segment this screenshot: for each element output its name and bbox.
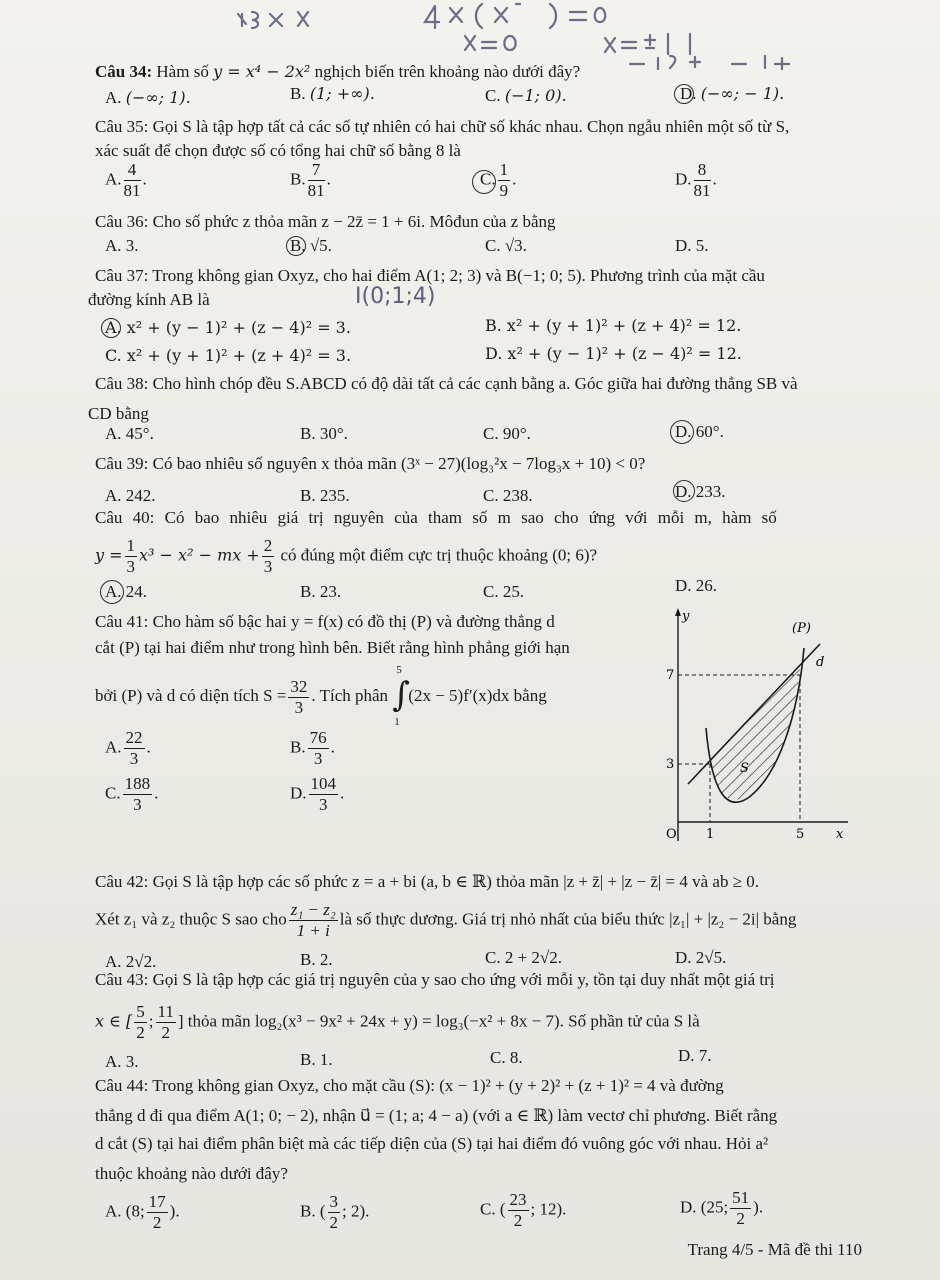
option-label: A.	[105, 169, 122, 189]
graph-p-label: (P)	[792, 621, 811, 636]
q38-line1: Câu 38: Cho hình chóp đều S.ABCD có độ dài tất cả các cạnh bằng a. Góc giữa hai đường thẳng SB và	[95, 374, 798, 393]
q38-line2: CD bằng	[88, 404, 149, 423]
expression: x³ − x² − mx +	[139, 545, 260, 565]
q35-line1: Câu 35: Gọi S là tập hợp tất cả các số tự nhiên có hai chữ số khác nhau. Chọn ngẫu nhiên một số từ S,	[95, 117, 790, 136]
denominator: 2	[329, 1213, 339, 1232]
numerator: 1	[126, 536, 136, 555]
tick-y7: 7	[666, 668, 675, 683]
denominator: 81	[693, 181, 711, 200]
denominator: 3	[263, 557, 273, 576]
q35-option-d[interactable]: D. $\frac{8}{81}$ .	[675, 160, 717, 200]
q34-expr: y = x⁴ − 2x²	[213, 62, 311, 81]
q41-line1: Câu 41: Cho hàm số bậc hai y = f(x) có đồ thị (P) và đường thẳng d	[95, 612, 555, 631]
option-label: A.	[105, 1201, 122, 1221]
q37-line2: đường kính AB là	[88, 290, 210, 309]
q42-text: Xét z₁ và z₂ thuộc S sao cho	[95, 909, 287, 929]
q36-option-c[interactable]: C. √3.	[485, 236, 527, 255]
numerator: 5	[136, 1002, 145, 1021]
q41-option-c[interactable]: C. $\frac{188}{3}$ .	[105, 774, 159, 814]
q41-text: bởi (P) và d có diện tích S =	[95, 685, 287, 705]
q39-option-a[interactable]: A. 242.	[105, 486, 156, 505]
denominator: 2	[161, 1023, 170, 1042]
q41-option-d[interactable]: D. $\frac{104}{3}$ .	[290, 774, 345, 814]
option-label: D.	[680, 84, 697, 103]
numerator: 11	[157, 1002, 174, 1021]
q37-line1: Câu 37: Trong không gian Oxyz, cho hai điểm A(1; 2; 3) và B(−1; 0; 5). Phương trình của mặt cầu	[95, 266, 765, 285]
integral-sign	[392, 664, 411, 728]
q34-option-b[interactable]	[290, 84, 375, 104]
q42-option-c[interactable]: C. 2 + 2√2.	[485, 948, 563, 967]
q43-line2	[95, 1002, 700, 1043]
q43-option-c[interactable]: C. 8.	[490, 1048, 523, 1067]
q44-option-d[interactable]	[680, 1188, 763, 1229]
q42-option-a[interactable]: A. 2√2.	[105, 952, 157, 971]
q43-text: ] thỏa mãn log₂(x³ − 9x² + 24x + y) = log₃(−x² + 8x − 7). Số phần tử của S là	[177, 1011, 700, 1031]
q34-number: Câu 34:	[95, 62, 153, 81]
q44-option-a[interactable]	[105, 1192, 180, 1233]
fraction	[156, 1002, 176, 1043]
q41-line2: cắt (P) tại hai điểm như trong hình bên. Biết rằng hình phẳng giới hạn	[95, 638, 570, 657]
q37-option-b[interactable]: B. x² + (y + 1)² + (z + 4)² = 12.	[485, 316, 742, 335]
q43-text: ;	[148, 1011, 154, 1031]
q39-stem: Câu 39: Có bao nhiêu số nguyên x thỏa mãn (3ˣ − 27)(log₃²x − 7log₃x + 10) < 0?	[95, 454, 646, 473]
interval-open: (	[319, 1201, 326, 1221]
answer-circle-mark	[670, 420, 694, 444]
q40-line2	[95, 536, 597, 577]
q37-option-c[interactable]: C. x² + (y + 1)² + (z + 4)² = 3.	[105, 346, 352, 365]
denominator: 3	[313, 749, 323, 768]
fraction	[309, 774, 339, 815]
numerator: 8	[694, 160, 711, 181]
fraction	[694, 160, 711, 201]
q40-tail: có đúng một điểm cực trị thuộc khoảng (0; 6)?	[280, 545, 598, 565]
denominator: 81	[307, 181, 325, 200]
q35-option-b[interactable]: B. $\frac{7}{81}$ .	[290, 160, 331, 200]
option-label: C.	[480, 1199, 496, 1219]
fraction	[308, 160, 325, 201]
q43-text: x ∈ [	[95, 1011, 133, 1031]
graph-s-label: S	[740, 761, 749, 776]
q37-handwritten-center: I(0;1;4)	[355, 284, 436, 309]
interval-open: (8;	[125, 1201, 145, 1221]
q42-line1: Câu 42: Gọi S là tập hợp các số phức z = a + bi (a, b ∈ ℝ) thỏa mãn |z + z̄| + |z − z̄| = 4 và ab ≥ 0.	[95, 872, 760, 891]
q39-option-d[interactable]: D. 233.	[675, 482, 726, 501]
numerator: 32	[290, 676, 308, 696]
q44-option-b[interactable]	[300, 1192, 369, 1233]
q41-option-a[interactable]: A. $\frac{22}{3}$ .	[105, 728, 151, 768]
q34-option-a[interactable]	[105, 88, 191, 108]
q44-line1: Câu 44: Trong không gian Oxyz, cho mặt cầu (S): (x − 1)² + (y + 2)² + (z + 1)² = 4 và đường	[95, 1076, 724, 1095]
graph-y-label: y	[682, 609, 690, 624]
fraction	[124, 728, 145, 769]
y-equals: y =	[95, 545, 123, 565]
denominator: 2	[152, 1213, 162, 1232]
y-axis-arrow-icon	[675, 608, 681, 616]
fraction	[288, 677, 309, 718]
numerator: 7	[308, 160, 325, 181]
denominator: 3	[294, 697, 304, 717]
integral-upper: 5	[396, 664, 402, 676]
fraction	[289, 900, 338, 941]
denominator: 1 + i	[296, 921, 330, 940]
q43-line1: Câu 43: Gọi S là tập hợp các giá trị nguyên của y sao cho ứng với mỗi y, tồn tại duy nhất một giá trị	[95, 970, 775, 989]
q41-text: . Tích phân	[311, 685, 389, 705]
q35-option-c[interactable]: C. $\frac{1}{9}$ .	[480, 160, 517, 200]
option-label: A.	[105, 737, 122, 757]
q39-option-b[interactable]: B. 235.	[300, 486, 350, 505]
handwritten-notes	[220, 0, 940, 70]
q34-text-c: nghịch biến trên khoảng nào dưới đây?	[314, 62, 581, 81]
graph-origin: O	[666, 827, 677, 842]
q44-option-c[interactable]	[480, 1190, 566, 1231]
numerator: 51	[732, 1188, 750, 1207]
fraction	[125, 536, 138, 577]
numerator: 23	[509, 1190, 527, 1209]
numerator: z₁ − z₂	[290, 900, 336, 919]
fraction	[328, 1192, 341, 1233]
interval-open: (25;	[700, 1197, 729, 1217]
numerator: 17	[148, 1192, 166, 1211]
fraction	[124, 160, 141, 201]
q34-stem	[95, 62, 580, 82]
denominator: 3	[129, 749, 139, 768]
answer-circle-mark	[673, 480, 695, 502]
graph-x-label: x	[836, 827, 844, 842]
denominator: 3	[133, 795, 142, 814]
answer-circle-mark	[101, 318, 121, 338]
denominator: 2	[736, 1209, 745, 1228]
q42-option-d[interactable]: D. 2√5.	[675, 948, 727, 967]
interval-close: ).	[169, 1201, 180, 1221]
q37-option-d[interactable]: D. x² + (y − 1)² + (z − 4)² = 12.	[485, 344, 742, 363]
q37-option-a[interactable]: A. x² + (y − 1)² + (z − 4)² = 3.	[105, 318, 351, 337]
answer-circle-mark	[674, 84, 694, 104]
numerator: 104	[310, 774, 337, 793]
q34-option-c[interactable]	[485, 86, 567, 106]
q43-option-d[interactable]: D. 7.	[678, 1046, 712, 1065]
q41-line3	[95, 664, 547, 728]
option-label: C.	[480, 169, 496, 189]
fraction	[498, 160, 511, 201]
numerator: 22	[125, 728, 143, 747]
q35-option-a[interactable]: A. $\frac{4}{81}$ .	[105, 160, 147, 200]
graph-d-label: d	[816, 655, 825, 670]
q40-option-d[interactable]: D. 26.	[675, 576, 718, 595]
integral-lower: 1	[394, 716, 400, 728]
q35-line2: xác suất để chọn được số có tổng hai chữ số bằng 8 là	[95, 141, 461, 160]
q40-option-b[interactable]: B. 23.	[300, 582, 342, 601]
q34-option-d[interactable]	[680, 84, 784, 104]
q38-option-d[interactable]: D. 60°.	[675, 422, 724, 441]
q43-option-a[interactable]: A. 3.	[105, 1052, 139, 1071]
tick-y3: 3	[666, 757, 675, 772]
option-value: (1; +∞).	[309, 84, 375, 103]
option-label: D.	[290, 783, 307, 803]
option-label: B.	[300, 1201, 316, 1221]
option-label: D.	[675, 169, 692, 189]
q36-option-a[interactable]: A. 3.	[105, 236, 139, 255]
numerator: 4	[124, 160, 141, 181]
fraction	[123, 774, 153, 815]
q36-option-d[interactable]: D. 5.	[675, 236, 709, 255]
numerator: 1	[499, 160, 509, 179]
option-label: B.	[290, 737, 306, 757]
denominator: 81	[123, 181, 141, 200]
q38-option-a[interactable]: A. 45°.	[105, 424, 154, 443]
numerator: 2	[263, 536, 273, 555]
q40-option-c[interactable]: C. 25.	[483, 582, 525, 601]
denominator: 3	[319, 795, 328, 814]
option-value: (−∞; 1).	[125, 88, 191, 107]
q44-line4: thuộc khoảng nào dưới đây?	[95, 1164, 288, 1183]
interval-close: ).	[753, 1197, 764, 1217]
answer-circle-mark	[472, 170, 496, 194]
fraction	[508, 1190, 529, 1231]
interval-close: ; 12).	[530, 1199, 567, 1219]
q40-line1: Câu 40: Có bao nhiêu giá trị nguyên của tham số m sao cho ứng với mỗi m, hàm số	[95, 508, 777, 527]
numerator: 3	[329, 1192, 339, 1211]
numerator: 76	[309, 728, 327, 747]
fraction	[147, 1192, 168, 1233]
integral-glyph: ∫	[392, 675, 411, 715]
fraction	[730, 1188, 751, 1229]
interval-close: ; 2).	[342, 1201, 370, 1221]
option-label: C.	[105, 783, 121, 803]
numerator: 188	[124, 774, 151, 793]
tick-x5: 5	[796, 827, 805, 842]
q42-line2	[95, 900, 796, 941]
answer-circle-mark	[100, 580, 124, 604]
tick-x1: 1	[706, 827, 715, 842]
fraction	[308, 728, 329, 769]
option-value: (−1; 0).	[504, 86, 567, 105]
denominator: 2	[136, 1023, 145, 1042]
option-value: (−∞; − 1).	[700, 84, 785, 103]
q34-text-a: Hàm số	[156, 62, 209, 81]
q36-stem: Câu 36: Cho số phức z thỏa mãn z − 2z̄ = 1 + 6i. Môđun của z bằng	[95, 212, 556, 231]
q42-text: là số thực dương. Giá trị nhỏ nhất của biểu thức |z₁| + |z₂ − 2i| bằng	[339, 909, 797, 929]
q38-option-b[interactable]: B. 30°.	[300, 424, 348, 443]
q41-text: (2x − 5)f′(x)dx bằng	[408, 685, 547, 705]
option-label: D.	[680, 1197, 697, 1217]
shaded-region	[710, 664, 800, 800]
q44-line2: thẳng d đi qua điểm A(1; 0; − 2), nhận u⃗ = (1; a; 4 − a) (với a ∈ ℝ) làm vectơ chỉ phương. Biết rằng	[95, 1106, 778, 1125]
denominator: 3	[126, 557, 136, 576]
q43-option-b[interactable]: B. 1.	[300, 1050, 333, 1069]
answer-circle-mark	[286, 236, 306, 256]
interval-open: (	[499, 1199, 506, 1219]
option-label: B.	[290, 84, 306, 103]
option-label: A.	[105, 88, 122, 107]
option-label: B.	[290, 169, 306, 189]
q42-option-b[interactable]: B. 2.	[300, 950, 333, 969]
option-label: C.	[485, 86, 501, 105]
q44-line3: d cắt (S) tại hai điểm phân biệt mà các tiếp diện của (S) tại hai điểm đó vuông góc với nhau. Hỏi a²	[95, 1134, 769, 1153]
q40-option-a[interactable]: A. 24.	[105, 582, 148, 601]
fraction	[262, 536, 275, 577]
q38-option-c[interactable]: C. 90°.	[483, 424, 531, 443]
fraction	[134, 1002, 147, 1043]
q41-option-b[interactable]: B. $\frac{76}{3}$ .	[290, 728, 335, 768]
q39-option-c[interactable]: C. 238.	[483, 486, 533, 505]
page-footer: Trang 4/5 - Mã đề thi 110	[687, 1240, 862, 1259]
denominator: 2	[513, 1211, 523, 1230]
q36-option-b[interactable]: B. √5.	[290, 236, 332, 255]
q41-graph	[648, 606, 858, 852]
denominator: 9	[499, 181, 509, 200]
